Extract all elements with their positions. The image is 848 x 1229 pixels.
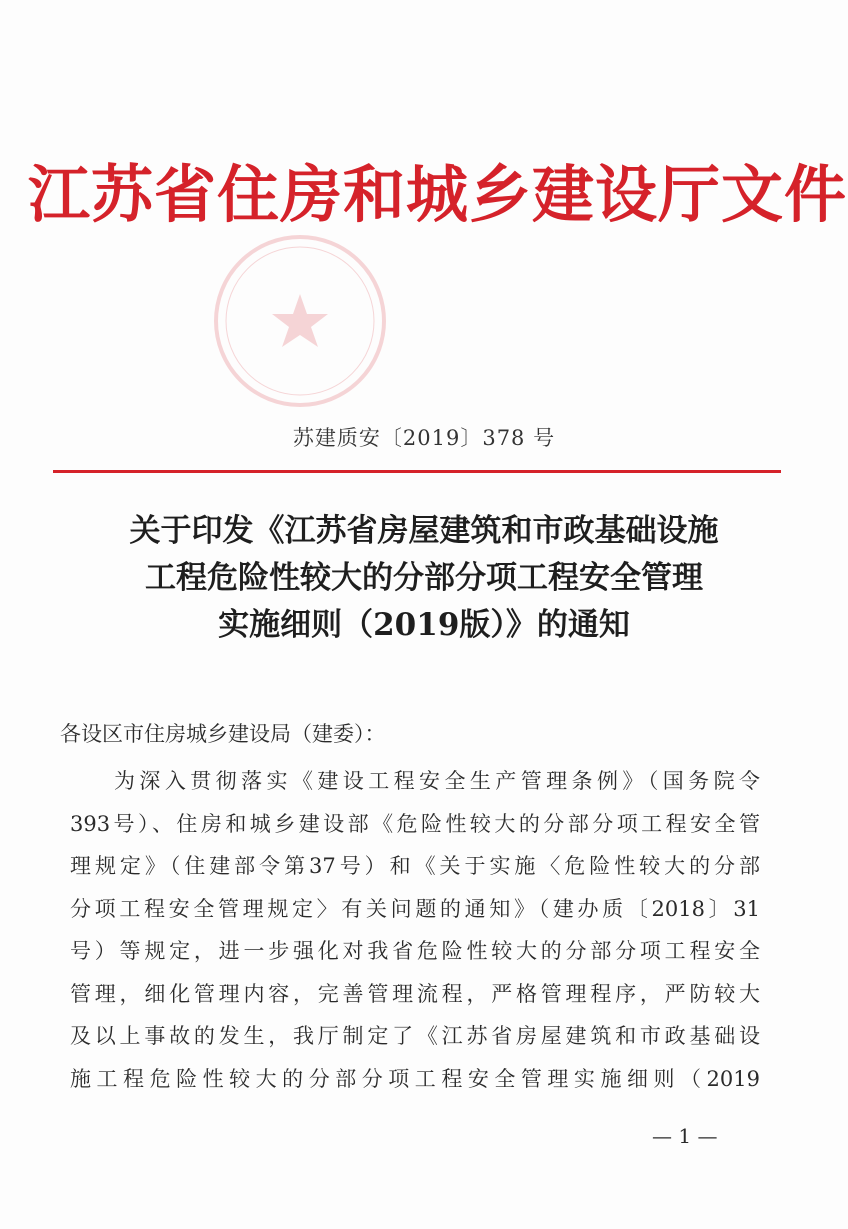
- notice-title-line: 关于印发《江苏省房屋建筑和市政基础设施: [129, 513, 719, 549]
- body-line: 及以上事故的发生，我厅制定了《江苏省房屋建筑和市政基础设: [70, 1024, 760, 1048]
- document-number: 苏建质安〔2019〕378 号: [292, 426, 556, 450]
- notice-title-line: 工程危险性较大的分部分项工程安全管理: [145, 560, 703, 596]
- red-divider-rule: [53, 470, 781, 473]
- body-line: 为深入贯彻落实《建设工程安全生产管理条例》（国务院令: [114, 769, 760, 793]
- body-line: 393号）、住房和城乡建设部《危险性较大的分部分项工程安全管: [70, 811, 760, 836]
- notice-title: [60, 508, 788, 649]
- body-line: 分项工程安全管理规定〉有关问题的通知》（建办质〔2018〕31: [70, 896, 760, 921]
- page-number: — 1 —: [652, 1124, 718, 1148]
- body-line: 管理，细化管理内容，完善管理流程，严格管理程序，严防较大: [70, 981, 760, 1006]
- document-masthead: 江苏省住房和城乡建设厅文件: [28, 158, 848, 231]
- salutation: 各设区市住房城乡建设局（建委）：: [60, 722, 386, 746]
- body-paragraph: [70, 760, 760, 1100]
- notice-title-line: 实施细则（2019版）》的通知: [218, 607, 630, 643]
- body-line: 理规定》（住建部令第37号）和《关于实施〈危险性较大的分部: [70, 854, 760, 878]
- body-line: 号）等规定，进一步强化对我省危险性较大的分部分项工程安全: [70, 939, 760, 963]
- body-line: 施工程危险性较大的分部分项工程安全管理实施细则（2019: [70, 1066, 760, 1091]
- official-seal-stamp: [211, 232, 389, 410]
